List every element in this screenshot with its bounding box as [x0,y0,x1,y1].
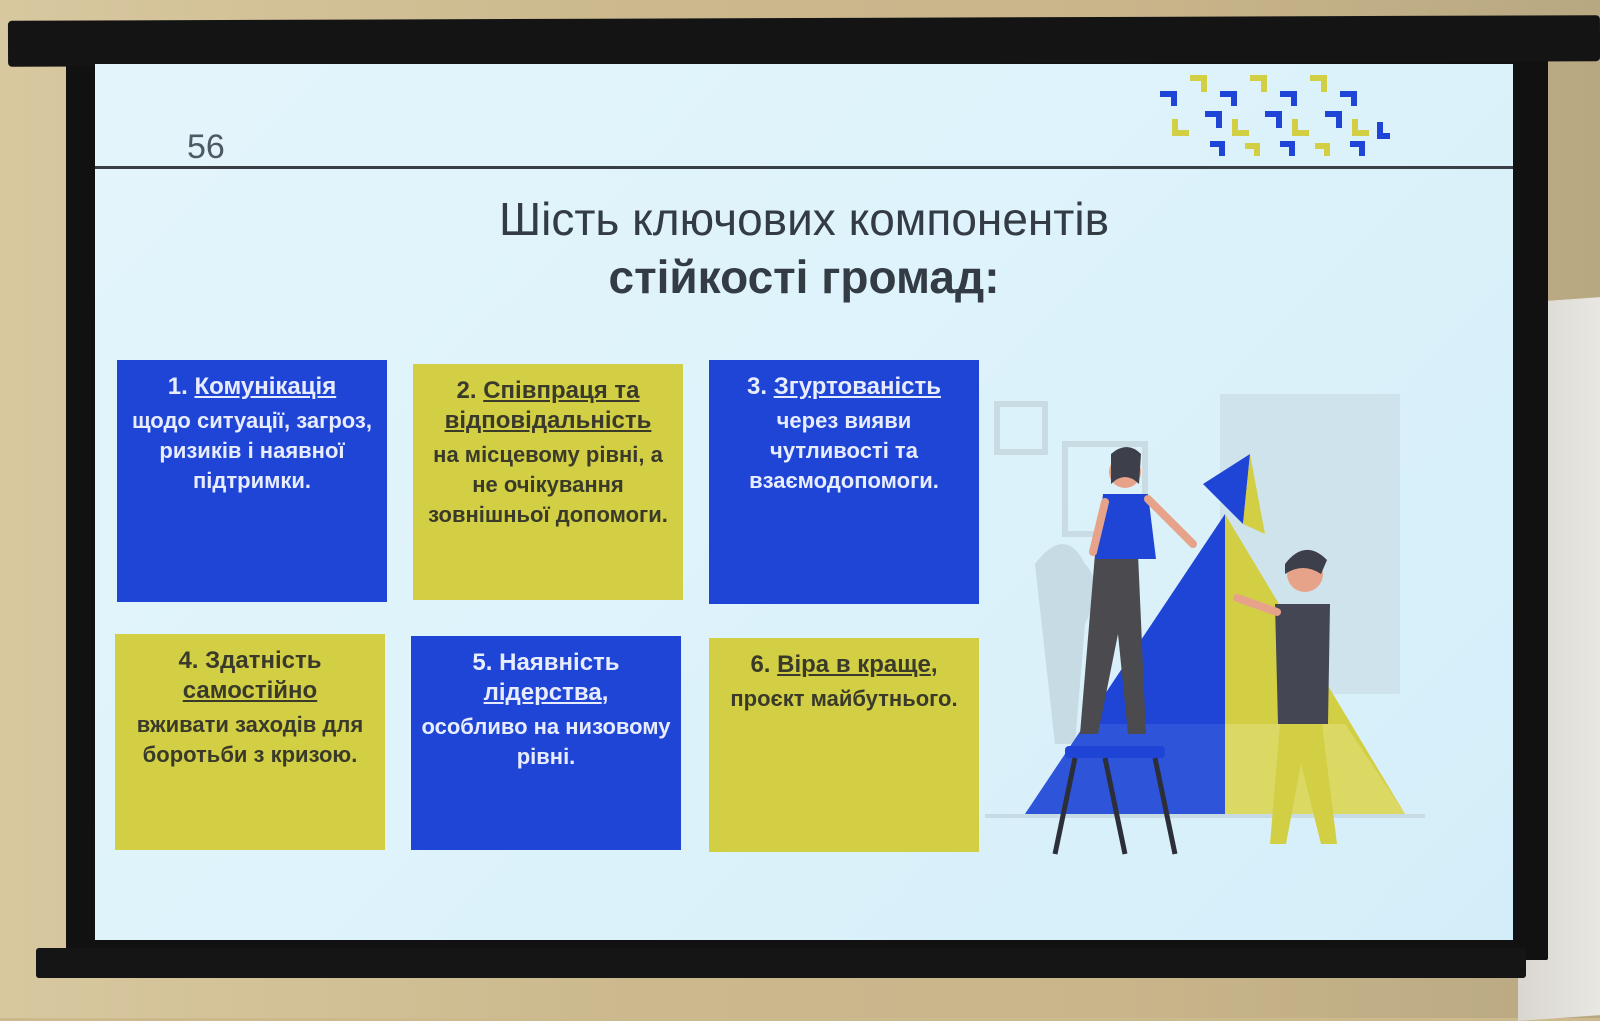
header-divider [95,166,1513,169]
card-heading: 2. Співпраця та відповідальність [444,377,652,434]
pyramid-teamwork-illustration-icon [985,384,1425,864]
slide-title [95,190,1513,306]
ukrainian-pattern-ornament-icon [1150,64,1400,164]
screen-top-bar [8,15,1600,67]
screen-bottom-bar [36,948,1526,978]
title-line-1: Шість ключових компонентів [498,193,1110,245]
card-body: вживати заходів для боротьби з кризою. [136,712,364,767]
card-leadership [411,636,681,850]
card-body: через вияви чутливості та взаємодопомоги. [749,408,939,493]
slide-number: 56 [187,128,225,166]
card-body: щодо ситуації, загроз, ризиків і наявної підтримки. [132,408,372,493]
card-heading: 6. Віра в краще, [750,651,938,678]
card-heading: 1. Комунікація [167,373,337,400]
title-line-2: стійкості громад: [608,251,1000,303]
card-body: на місцевому рівні, а не очікування зовнішньої допомоги. [428,442,668,527]
card-heading: 5. Наявність лідерства, [472,649,620,706]
card-heading: 3. Згуртованість [747,373,941,400]
card-body: проєкт майбутнього. [730,686,958,711]
card-body: особливо на низовому рівні. [421,714,671,769]
card-faith [709,638,979,852]
card-cohesion [709,360,979,604]
card-self-reliance [115,634,385,850]
card-heading: 4. Здатність самостійно [178,647,322,704]
presentation-slide [95,64,1513,940]
card-communication [117,360,387,602]
card-cooperation [413,364,683,600]
